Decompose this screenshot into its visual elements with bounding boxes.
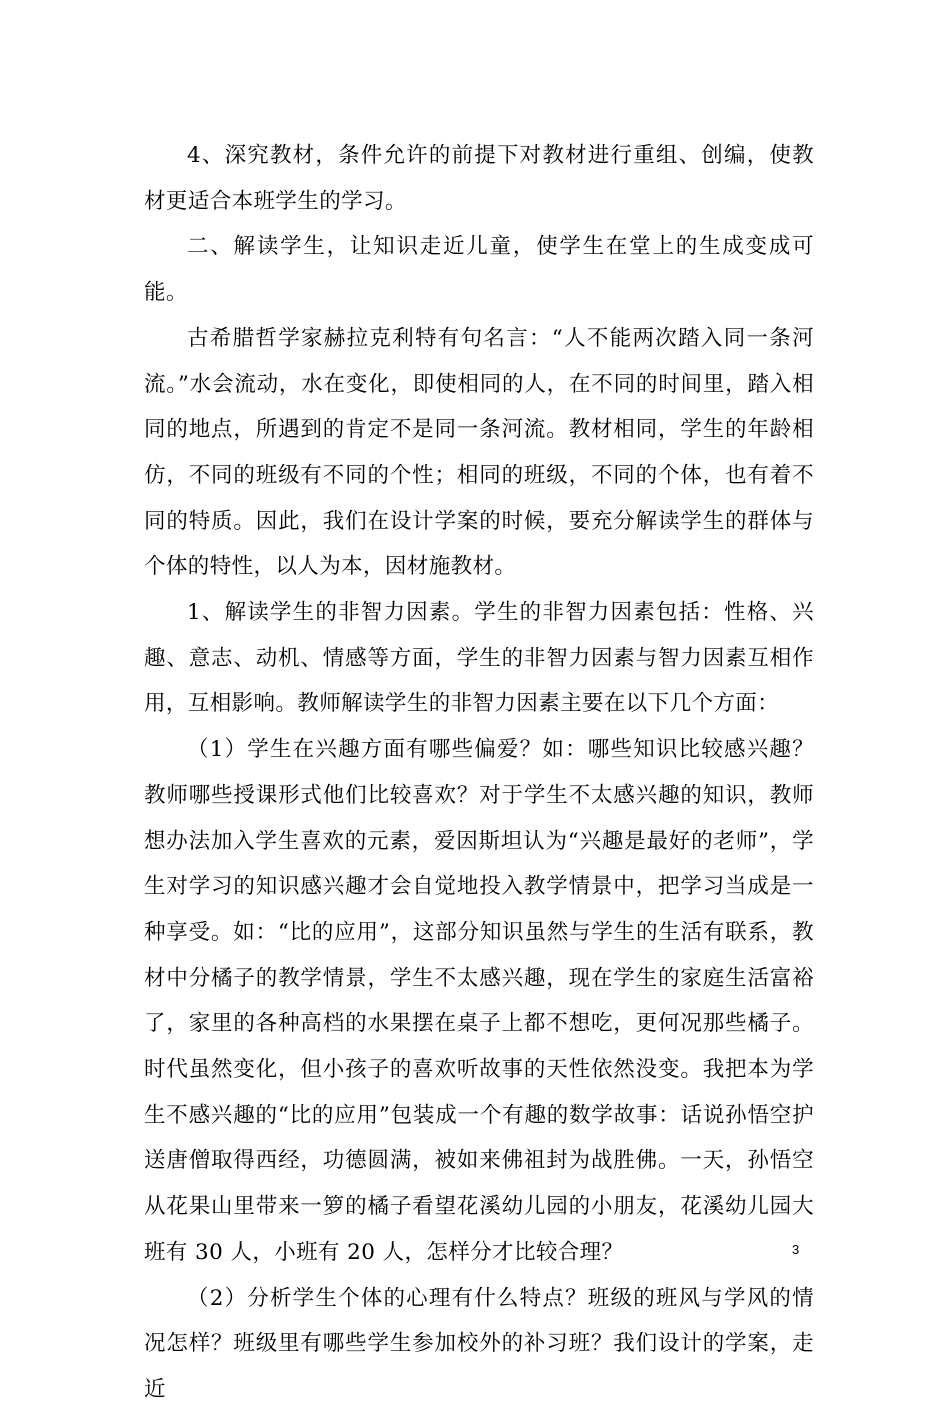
paragraph-non-intellectual-factors: 1、解读学生的非智力因素。学生的非智力因素包括：性格、兴趣、意志、动机、情感等方面，学生的非智力因素与智力因素互相作用，互相影响。教师解读学生的非智力因素主要在以下几个方面： [144,600,814,717]
paragraph-teaching-material-point-4: 4、深究教材，条件允许的前提下对教材进行重组、创编，使教材更适合本班学生的学习。 [144,143,814,214]
body-text [144,133,814,1413]
page-number: 3 [792,1242,800,1257]
paragraph-interest-preferences: （1）学生在兴趣方面有哪些偏爱？如：哪些知识比较感兴趣？教师哪些授课形式他们比较喜欢？对于学生不太感兴趣的知识，教师想办法加入学生喜欢的元素，爱因斯坦认为“兴趣是最好的老师”，学生对学习的知识感兴趣才会自觉地投入教学情景中，把学习当成是一种享受。如：“比的应用”，这部分知识虽然与学生的生活有联系，教材中分橘子的教学情景，学生不太感兴趣，现在学生的家庭生活富裕了，家里的各种高档的水果摆在桌子上都不想吃，更何况那些橘子。时代虽然变化，但小孩子的喜欢听故事的天性依然没变。我把本为学生不感兴趣的“比的应用”包装成一个有趣的数学故事：话说孙悟空护送唐僧取得西经，功德圆满，被如来佛祖封为战胜佛。一天，孙悟空从花果山里带来一箩的橘子看望花溪幼儿园的小朋友，花溪幼儿园大班有 30 人，小班有 20 人，怎样分才比较合理？ [144,737,814,1265]
paragraph-heraclitus-quote: 古希腊哲学家赫拉克利特有句名言：“人不能两次踏入同一条河流。”水会流动，水在变化，即使相同的人，在不同的时间里，踏入相同的地点，所遇到的肯定不是同一条河流。教材相同，学生的年龄相仿，不同的班级有不同的个性；相同的班级，不同的个体，也有着不同的特质。因此，我们在设计学案的时候，要充分解读学生的群体与个体的特性，以人为本，因材施教材。 [144,325,814,580]
paragraph-individual-psychology: （2）分析学生个体的心理有什么特点？班级的班风与学风的情况怎样？班级里有哪些学生参加校外的补习班？我们设计的学案，走近 [144,1285,814,1402]
section-heading-understand-students: 二、解读学生，让知识走近儿童，使学生在堂上的生成变成可能。 [144,234,814,306]
